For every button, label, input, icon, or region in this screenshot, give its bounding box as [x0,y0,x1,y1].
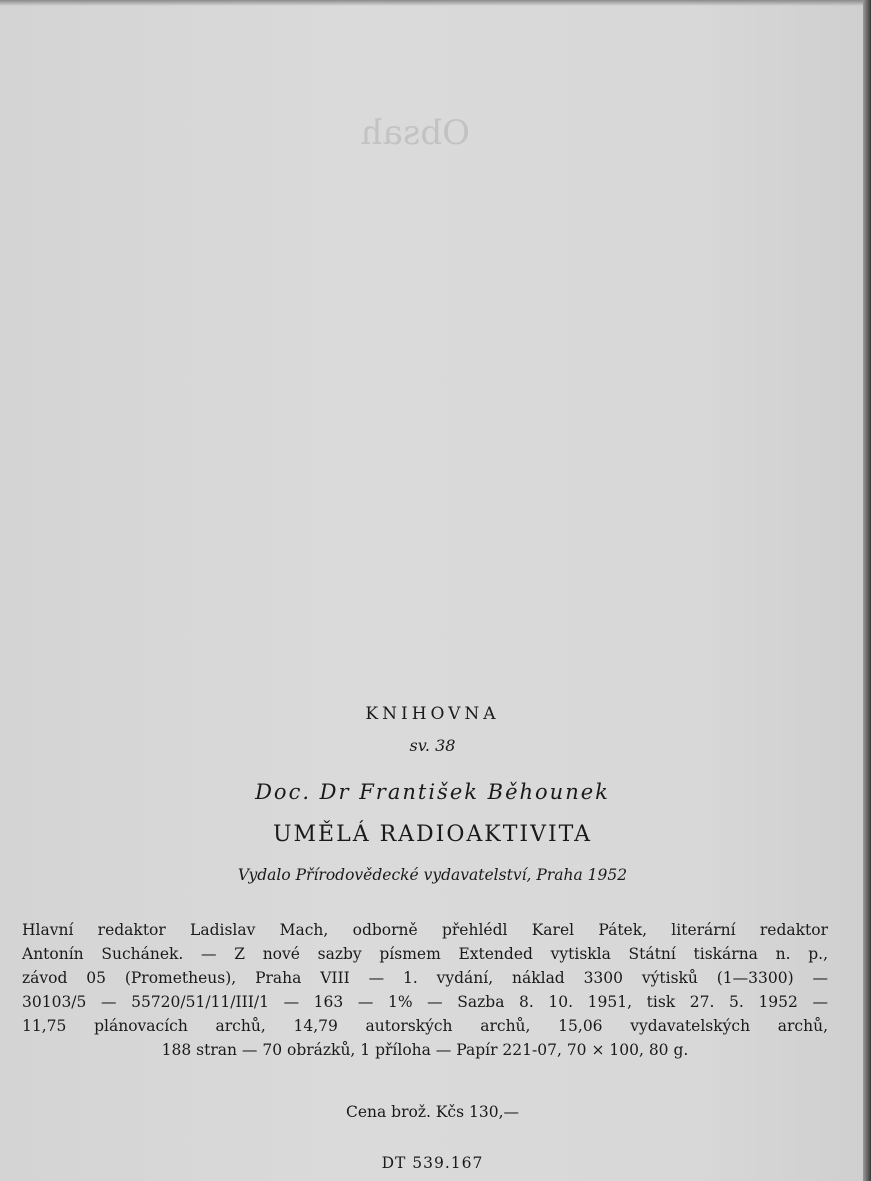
imprint-line: 188 stran — 70 obrázků, 1 příloha — Papír 221-07, 70 × 100, 80 g. [161,1041,689,1059]
imprint-line: 11,75 plánovacích archů, 14,79 autorských archů, 15,06 vydavatelských archů, [22,1017,828,1035]
book-title: UMĚLÁ RADIOAKTIVITA [272,822,593,847]
page-top-shadow [0,0,871,6]
imprint-line: závod 05 (Prometheus), Praha VIII — 1. vydání, náklad 3300 výtisků (1—3300) — [22,969,828,987]
imprint-block [22,918,828,1062]
bleed-through-heading: Obsah [360,113,470,153]
imprint-line: Hlavní redaktor Ladislav Mach, odborně přehlédl Karel Pátek, literární redaktor [22,921,828,939]
page-edge-shadow [863,0,871,1181]
author-name: Doc. Dr František Běhounek [255,780,610,804]
price-line: Cena brož. Kčs 130,— [345,1103,520,1121]
dt-classification: DT 539.167 [381,1154,484,1172]
publisher-line: Vydalo Přírodovědecké vydavatelství, Praha 1952 [237,866,628,884]
series-name: KNIHOVNA [365,704,500,724]
imprint-line: Antonín Suchánek. — Z nové sazby písmem Extended vytiskla Státní tiskárna n. p., [22,945,828,963]
volume-number: sv. 38 [409,736,456,755]
imprint-line: 30103/5 — 55720/51/11/III/1 — 163 — 1% — Sazba 8. 10. 1951, tisk 27. 5. 1952 — [22,993,828,1011]
